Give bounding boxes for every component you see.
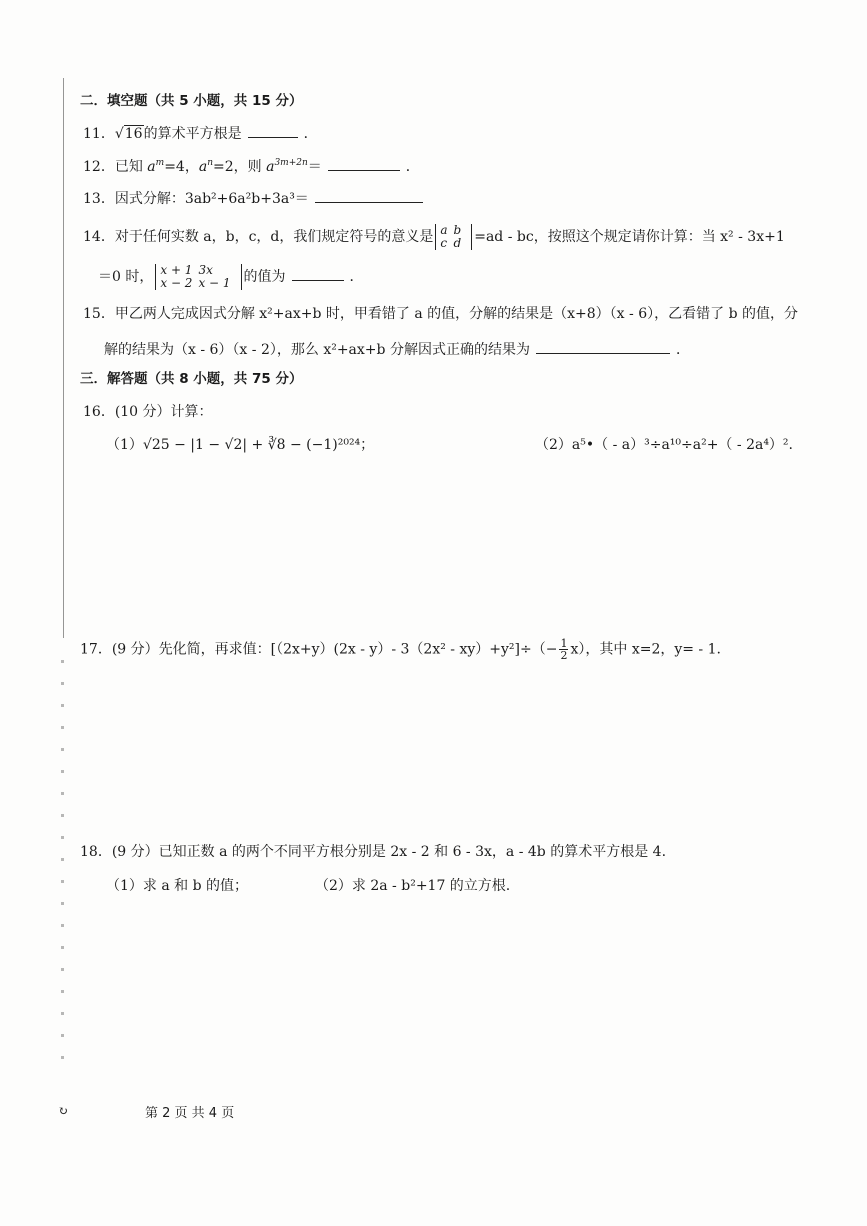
q12-equals: ＝: [307, 159, 322, 175]
q14-definition: =ad - bc，按照这个规定请你计算：当 x² - 3x+1: [474, 229, 785, 245]
question-18-title: 18．(9 分）已知正数 a 的两个不同平方根分别是 2x - 2 和 6 - 3x，a - 4b 的算术平方根是 4.: [80, 844, 667, 860]
q13-answer-blank[interactable]: [315, 188, 423, 203]
q15-answer-blank[interactable]: [536, 339, 670, 354]
q14-value-text: 的值为: [243, 269, 286, 285]
q11-text: 的算术平方根是: [143, 126, 242, 142]
q12-exp-3m2n: 3m+2n: [274, 158, 308, 168]
corner-mark-icon: ↻: [58, 1104, 69, 1118]
sqrt-symbol: √16: [114, 126, 143, 142]
q11-answer-blank[interactable]: [248, 123, 298, 138]
q13-number: 13．: [83, 191, 115, 207]
q18-part2: （2）求 2a - b²+17 的立方根.: [315, 878, 511, 894]
q12-answer-blank[interactable]: [328, 156, 400, 171]
q14-pre: 对于任何实数 a，b，c，d，我们规定符号的意义是: [114, 229, 434, 245]
q16-part1: （1）√25 − |1 − √2| + ∛8 − (−1)²⁰²⁴；: [106, 437, 375, 453]
question-14-line2: [98, 264, 364, 290]
q12-pre: 已知: [114, 159, 148, 175]
q12-eq2: =2，则: [212, 159, 267, 175]
question-11: [83, 123, 318, 143]
q14-condition: ＝0 时，: [98, 269, 154, 285]
q17-post: x），其中 x=2，y= - 1.: [570, 641, 721, 658]
q11-radicand: 16: [124, 126, 143, 142]
binding-margin-dots: [61, 660, 64, 1060]
q15-line2: 解的结果为（x - 6）（x - 2），那么 x²+ax+b 分解因式正确的结果为: [104, 342, 530, 358]
q14-number: 14．: [83, 229, 115, 245]
determinant-definition: a b c d: [435, 224, 472, 250]
question-12: 12．已知 $a^m=4$，$a^n=2$，则 $a^{3m+2n}=$ ．: [83, 158, 420, 175]
q15-end: ．: [675, 342, 690, 358]
q18-part1: （1）求 a 和 b 的值；: [106, 878, 249, 894]
question-17: [80, 638, 721, 661]
page-footer: 第 2 页 共 4 页: [145, 1106, 235, 1121]
q12-var-a: a: [147, 159, 156, 175]
q12-exp-m: m: [155, 158, 165, 168]
binding-margin-line: [63, 78, 64, 638]
question-16-title: 16．(10 分）计算：: [83, 404, 213, 420]
q12-exp-n: n: [207, 158, 213, 168]
q15-line1: 甲乙两人完成因式分解 x²+ax+b 时，甲看错了 a 的值，分解的结果是（x+8）（x - 6），乙看错了 b 的值，分: [114, 306, 798, 322]
q16-part2: （2）a⁵•（ - a）³÷a¹⁰÷a²+（ - 2a⁴）².: [535, 437, 793, 453]
determinant-expression: x + 1 3x x − 2 x − 1: [155, 264, 241, 290]
question-15-line2: [104, 339, 690, 359]
q17-pre: 17．(9 分）先化简，再求值：[（2x+y）(2x - y）- 3（2x² - xy）+y²]÷（−: [80, 641, 558, 658]
question-13: [83, 188, 429, 208]
q12-eq1: =4，: [164, 159, 199, 175]
q13-text: 因式分解：3ab²+6a²b+3a³＝: [114, 191, 309, 207]
q11-end: ．: [303, 126, 318, 142]
q15-number: 15．: [83, 306, 115, 322]
q12-end: ．: [405, 159, 420, 175]
question-15-line1: [83, 305, 798, 323]
q17-fraction: $\frac{1}{2}$: [560, 637, 568, 662]
question-14-line1: [83, 224, 785, 250]
section3-heading: 三．解答题（共 8 小题，共 75 分）: [80, 371, 303, 387]
q14-end: ．: [349, 269, 364, 285]
q11-number: 11．: [83, 126, 115, 142]
q14-answer-blank[interactable]: [292, 266, 344, 281]
q12-number: 12．: [83, 159, 115, 175]
section2-heading: 二．填空题（共 5 小题，共 15 分）: [80, 93, 303, 109]
